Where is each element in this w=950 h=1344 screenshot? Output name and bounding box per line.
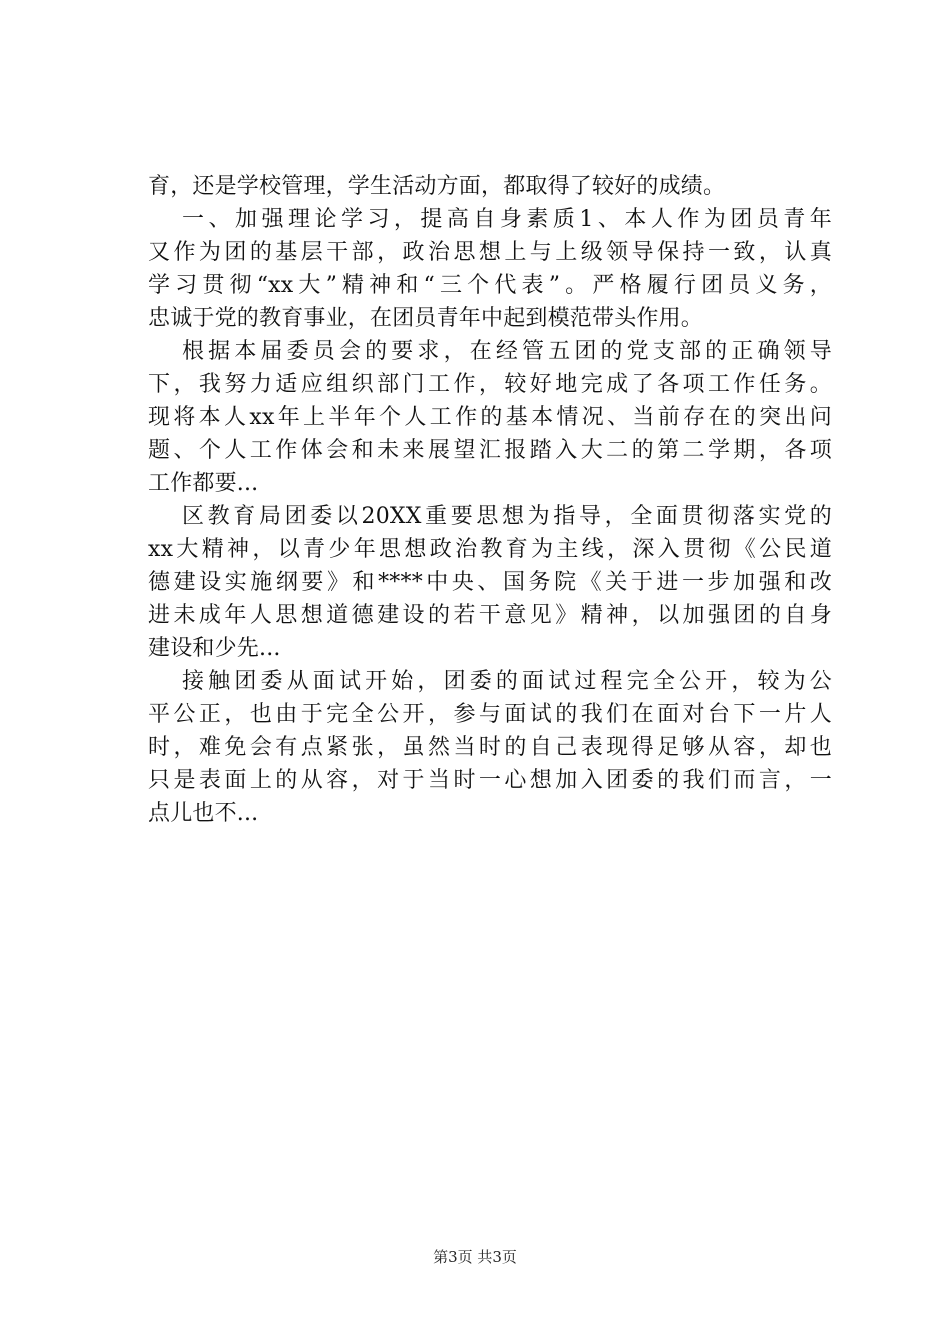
text-line: 学习贯彻“xx大”精神和“三个代表”。严格履行团员义务， (148, 273, 832, 298)
text-line: 进未成年人思想道德建设的若干意见》精神，以加强团的自身 (148, 603, 832, 628)
paragraph-committee-work (148, 335, 832, 500)
text-line: 德建设实施纲要》和****中央、国务院《关于进一步加强和改 (148, 570, 832, 595)
page-number-footer: 第3页 共3页 (433, 1248, 517, 1266)
text-line: 题、个人工作体会和未来展望汇报踏入大二的第二学期，各项 (148, 438, 832, 463)
text-line: 工作都要... (148, 471, 259, 496)
text-line: 接触团委从面试开始，团委的面试过程完全公开，较为公 (182, 669, 832, 694)
paragraph-interview (148, 665, 832, 830)
document-body (148, 170, 832, 830)
text-line: 下，我努力适应组织部门工作，较好地完成了各项工作任务。 (148, 372, 832, 397)
text-line: 根据本届委员会的要求，在经管五团的党支部的正确领导 (182, 339, 832, 364)
text-line: 又作为团的基层干部，政治思想上与上级领导保持一致，认真 (148, 240, 832, 265)
text-line: 一、加强理论学习，提高自身素质1、本人作为团员青年 (182, 207, 832, 232)
text-line: 区教育局团委以20XX重要思想为指导，全面贯彻落实党的 (182, 504, 832, 529)
text-line: 忠诚于党的教育事业，在团员青年中起到模范带头作用。 (148, 306, 704, 331)
text-line: 时，难免会有点紧张，虽然当时的自己表现得足够从容，却也 (148, 735, 832, 760)
paragraph-continuation (148, 170, 832, 203)
text-line: 只是表面上的从容，对于当时一心想加入团委的我们而言，一 (148, 768, 832, 793)
text-line: 平公正，也由于完全公开，参与面试的我们在面对台下一片人 (148, 702, 832, 727)
text-line: 育，还是学校管理，学生活动方面，都取得了较好的成绩。 (148, 174, 726, 199)
text-line: 建设和少先... (148, 636, 281, 661)
paragraph-theory-study (148, 203, 832, 335)
text-line: xx大精神，以青少年思想政治教育为主线，深入贯彻《公民道 (148, 537, 832, 562)
paragraph-education-bureau (148, 500, 832, 665)
text-line: 现将本人xx年上半年个人工作的基本情况、当前存在的突出问 (148, 405, 832, 430)
text-line: 点儿也不... (148, 801, 259, 826)
